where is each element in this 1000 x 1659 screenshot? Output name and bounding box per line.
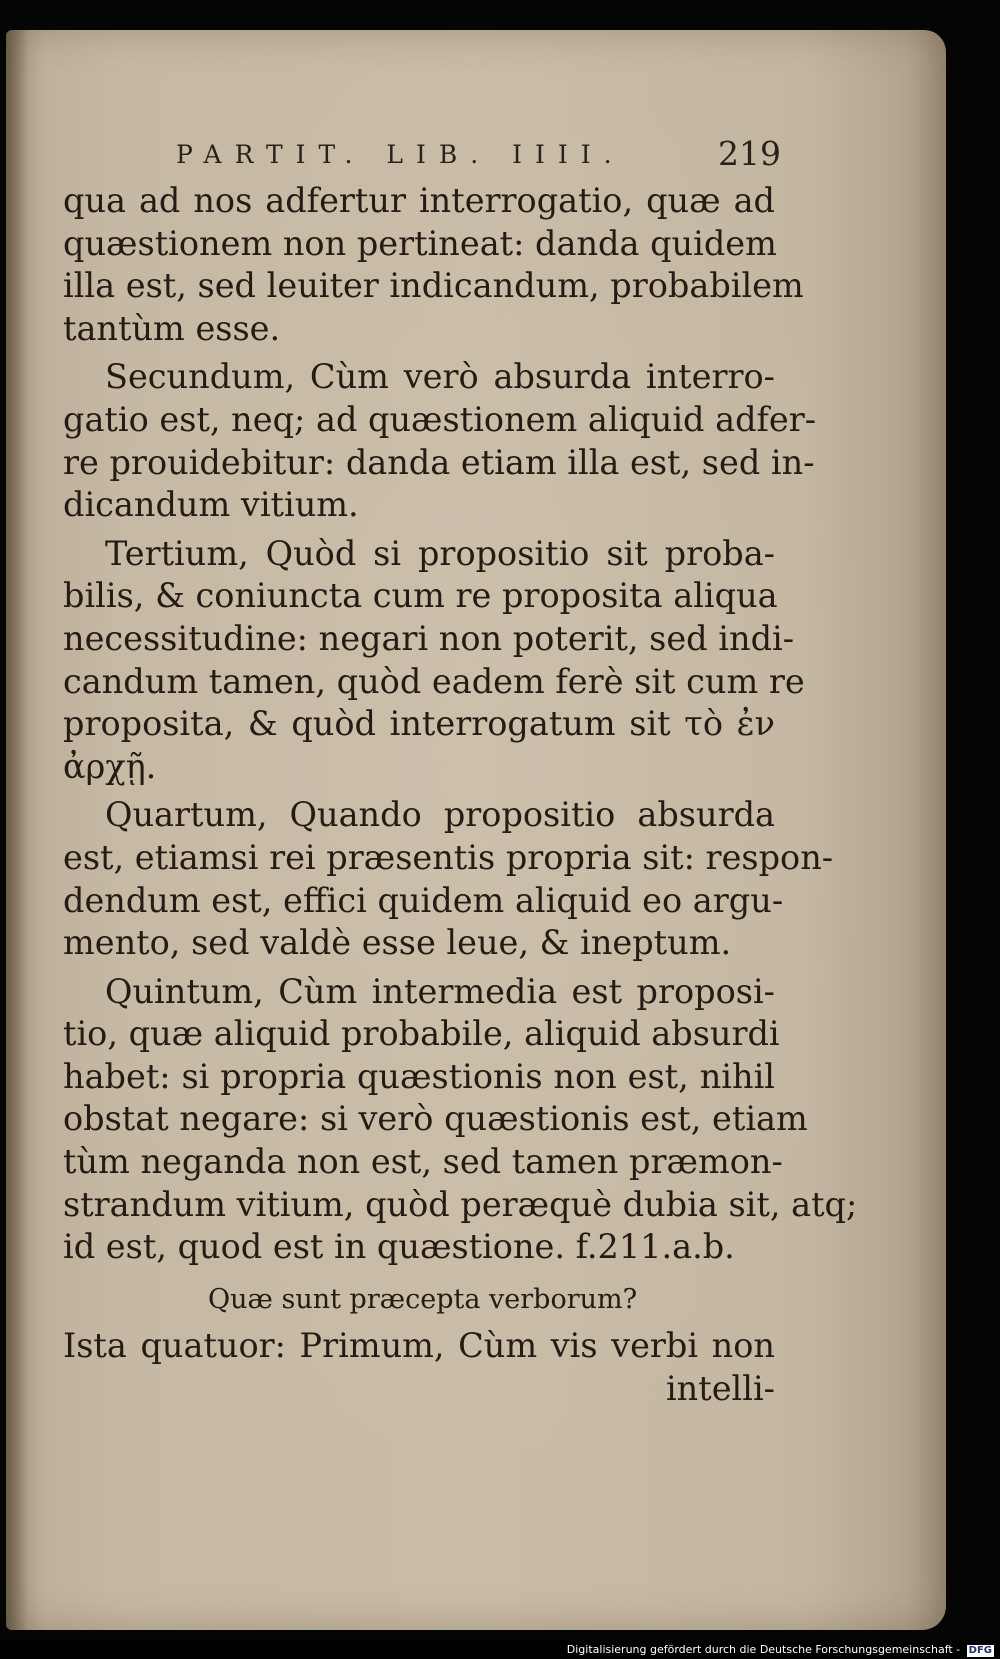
body-text: [63, 180, 858, 1411]
text-line: illa est, sed leuiter indicandum, probabilem: [63, 266, 804, 306]
text-line: tio, quæ aliquid probabile, aliquid absurdi: [63, 1014, 780, 1054]
text-line: Secundum, Cùm verò absurda interro-: [105, 357, 775, 397]
question-heading: Quæ sunt præcepta verborum?: [208, 1283, 638, 1315]
text-line: candum tamen, quòd eadem ferè sit cum re: [63, 661, 805, 701]
text-line: Quintum, Cùm intermedia est proposi-: [105, 971, 775, 1011]
text-line: est, etiamsi rei præsentis propria sit: respon-: [63, 837, 834, 877]
text-line: dendum est, effici quidem aliquid eo argu-: [63, 880, 784, 920]
text-line: tùm neganda non est, sed tamen præmon-: [63, 1142, 783, 1182]
text-line: id est, quod est in quæstione. f.211.a.b.: [63, 1227, 735, 1267]
text-line: habet: si propria quæstionis non est, nihil: [63, 1056, 775, 1096]
text-line: proposita, & quòd interrogatum sit τὸ ἐν: [63, 704, 775, 744]
text-line: necessitudine: negari non poterit, sed indi-: [63, 618, 795, 658]
text-line: mento, sed valdè esse leue, & ineptum.: [63, 923, 732, 963]
book-page: [6, 30, 946, 1630]
text-line: dicandum vitium.: [63, 485, 359, 525]
running-head-title: PARTIT. LIB. IIII.: [176, 140, 625, 169]
text-line: obstat negare: si verò quæstionis est, etiam: [63, 1099, 808, 1139]
text-line: qua ad nos adfertur interrogatio, quæ ad: [63, 181, 775, 220]
text-line: tantùm esse.: [63, 308, 281, 348]
catchword: intelli-: [665, 1369, 775, 1409]
dfg-logo: DFG: [968, 1645, 992, 1656]
text-line: re prouidebitur: danda etiam illa est, sed in-: [63, 442, 815, 482]
digitization-footer: [567, 1643, 994, 1657]
footer-text: Digitalisierung gefördert durch die Deutsche Forschungsgemeinschaft -: [566, 1643, 961, 1656]
text-line: ἀρχῇ.: [63, 746, 157, 786]
text-line: quæstionem non pertineat: danda quidem: [63, 223, 777, 263]
text-line: Quartum, Quando propositio absurda: [105, 795, 775, 835]
page-number: 219: [718, 134, 781, 173]
text-line: Ista quatuor: Primum, Cùm vis verbi non: [63, 1326, 775, 1366]
gutter-shadow: [6, 30, 28, 1630]
text-line: gatio est, neq; ad quæstionem aliquid adfer-: [63, 399, 817, 439]
text-line: bilis, & coniuncta cum re proposita aliqua: [63, 576, 778, 616]
text-line: strandum vitium, quòd peræquè dubia sit, atq;: [63, 1184, 858, 1224]
text-line: Tertium, Quòd si propositio sit proba-: [105, 533, 775, 573]
